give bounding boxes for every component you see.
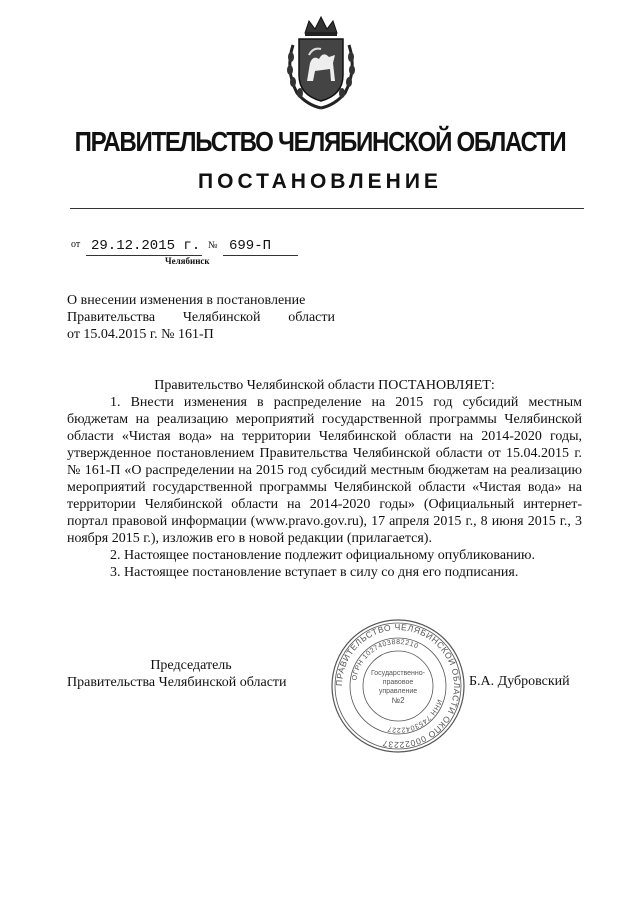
stamp-ogrn: ОГРН 1027403882210 bbox=[351, 638, 420, 682]
header-divider bbox=[70, 208, 584, 209]
document-subject bbox=[67, 292, 335, 343]
stamp-inn: ИНН 7453042227 bbox=[386, 698, 443, 734]
subject-line-2: Правительства Челябинской области bbox=[67, 310, 335, 325]
date-from-label: от bbox=[71, 239, 81, 250]
document-type: ПОСТАНОВЛЕНИЕ bbox=[198, 170, 442, 193]
subject-line-3: от 15.04.2015 г. № 161-П bbox=[67, 327, 214, 342]
official-stamp bbox=[330, 618, 466, 754]
coat-of-arms-emblem bbox=[283, 15, 359, 111]
government-title: ПРАВИТЕЛЬСТВО ЧЕЛЯБИНСКОЙ ОБЛАСТИ bbox=[74, 126, 566, 157]
city-label: Челябинск bbox=[165, 256, 210, 266]
subject-line-1: О внесении изменения в постановление bbox=[67, 293, 306, 308]
stamp-center-line-2: правовое bbox=[382, 679, 414, 686]
stamp-center-line-1: Государственно- bbox=[370, 670, 426, 677]
stamp-outer-text: ПРАВИТЕЛЬСТВО ЧЕЛЯБИНСКОЙ ОБЛАСТИ ОКПО 00022237 bbox=[333, 621, 463, 751]
stamp-center-line-4: №2 bbox=[391, 696, 405, 705]
body-item-2: 2. Настоящее постановление подлежит официальному опубликованию. bbox=[110, 548, 535, 563]
body-item-1: 1. Внести изменения в распределение на 2015 год субсидий местным бюджетам на реализацию мероприятий государственной программы Челябинской области «Чистая вода» на территории Челябинской области на 2014-2020 годы, утвержденное постановлением Правительства Челябинской области от 15.04.2015 г. № 161-П «О распределении на 2015 год субсидий местным бюджетам на реализацию мероприятий государственной программы Челябинской области «Чистая вода» на территории Челябинской области на 2014-2020 годы» (Официальный интернет-портал правовой информации (www.pravo.gov.ru), 17 апреля 2015 г., 8 июня 2015 г., 3 ноября 2015 г.), изложив его в новой редакции (прилагается). bbox=[67, 395, 582, 546]
number-label: № bbox=[208, 240, 218, 251]
signatory-title bbox=[67, 657, 307, 691]
body-item-3: 3. Настоящее постановление вступает в силу со дня его подписания. bbox=[110, 565, 519, 580]
body-preamble: Правительство Челябинской области ПОСТАНОВЛЯЕТ: bbox=[154, 378, 495, 393]
document-body bbox=[67, 377, 582, 581]
signatory-title-line-2: Правительства Челябинской области bbox=[67, 675, 287, 690]
document-number: 699-П bbox=[229, 238, 272, 254]
number-underline bbox=[223, 255, 298, 256]
signatory-title-line-1: Председатель bbox=[150, 658, 232, 673]
stamp-center-line-3: управление bbox=[378, 688, 418, 695]
document-date: 29.12.2015 г. bbox=[91, 238, 201, 254]
signatory-name: Б.А. Дубровский bbox=[469, 674, 570, 689]
